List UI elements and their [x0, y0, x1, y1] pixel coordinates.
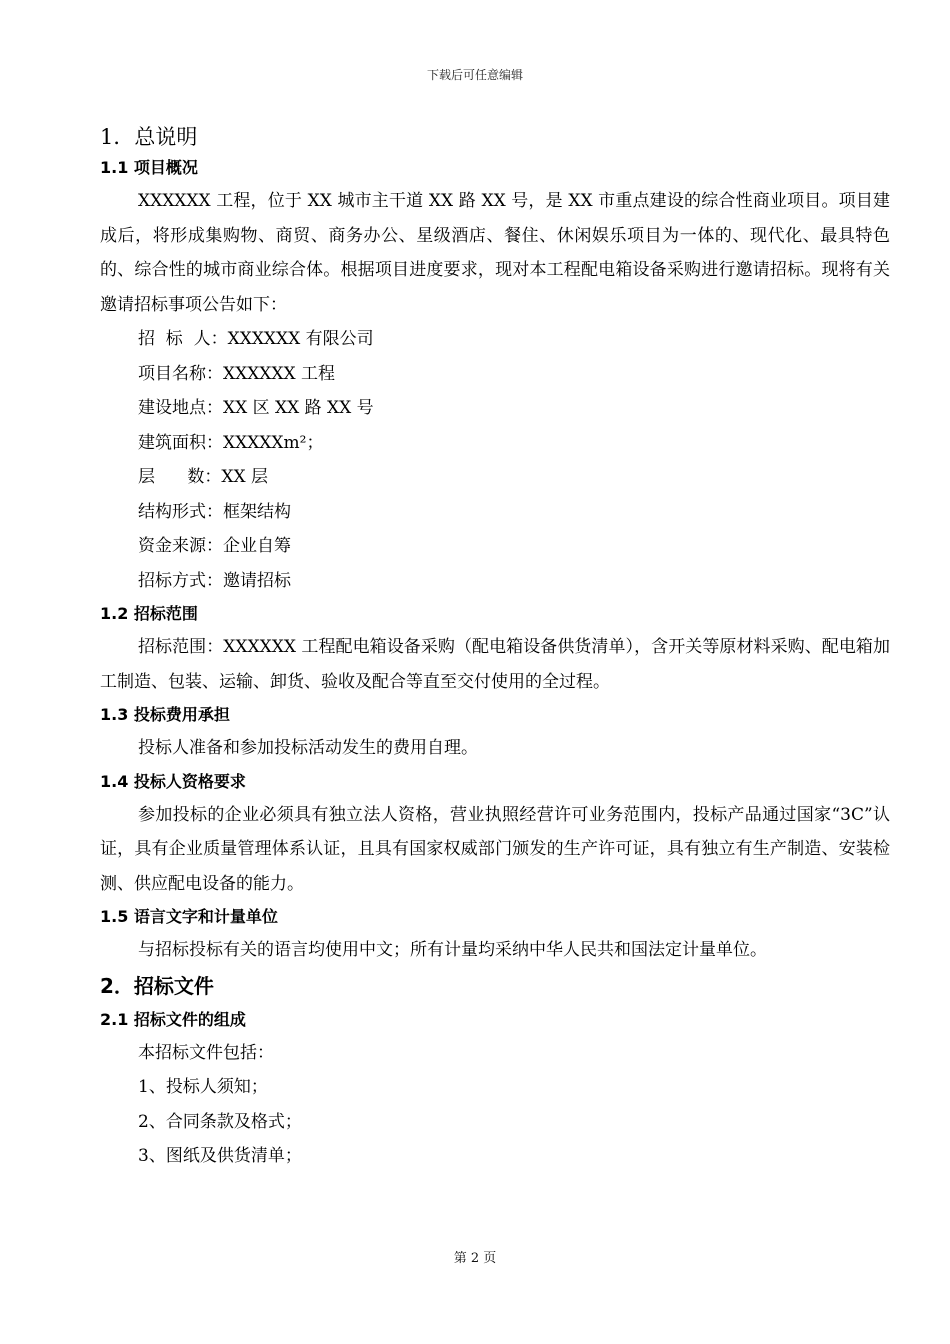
section-2-1-title: 2.1 招标文件的组成	[100, 1009, 246, 1029]
section-1-5-paragraph: 与招标投标有关的语言均使用中文；所有计量均采纳中华人民共和国法定计量单位。	[138, 940, 767, 960]
section-1-2-title: 1.2 招标范围	[100, 604, 198, 623]
info-project-name: 项目名称：XXXXXX 工程	[138, 363, 336, 384]
info-floors: 层 数：XX 层	[138, 467, 269, 487]
section-1-1-title: 1.1 项目概况	[100, 158, 198, 177]
section-2-1-intro: 本招标文件包括：	[138, 1042, 274, 1063]
info-tender-method: 招标方式：邀请招标	[138, 570, 291, 591]
section-1-title: 1．总说明	[100, 125, 198, 149]
info-floor-area: 建筑面积：XXXXXm²；	[138, 432, 324, 453]
info-location: 建设地点：XX 区 XX 路 XX 号	[138, 398, 374, 418]
section-1-1-paragraph: XXXXXX 工程，位于 XX 城市主干道 XX 路 XX 号，是 XX 市重点建设的综合性商业项目。项目建成后，将形成集购物、商贸、商务办公、星级酒店、餐住、休闲娱乐项目为一体的、现代化、最具特色的、综合性的城市商业综合体。根据项目进度要求，现对本工程配电箱设备采购进行邀请招标。现将有关邀请招标事项公告如下：	[100, 191, 890, 315]
info-funding: 资金来源：企业自筹	[138, 536, 291, 556]
list-item: 1、投标人须知；	[138, 1077, 268, 1097]
list-item: 2、合同条款及格式；	[138, 1111, 302, 1132]
section-1-5-title: 1.5 语言文字和计量单位	[100, 907, 278, 926]
section-2-title: 2．招标文件	[100, 973, 214, 998]
info-tenderer: 招 标 人：XXXXXX 有限公司	[138, 329, 374, 349]
section-1-2-paragraph: 招标范围：XXXXXX 工程配电箱设备采购（配电箱设备供货清单），含开关等原材料采购、配电箱加工制造、包装、运输、卸货、验收及配合等直至交付使用的全过程。	[100, 637, 890, 692]
page-header: 下载后可任意编辑	[426, 68, 523, 82]
section-1-3-title: 1.3 投标费用承担	[100, 705, 230, 724]
section-1-4-paragraph: 参加投标的企业必须具有独立法人资格，营业执照经营许可业务范围内，投标产品通过国家“3C”认证，具有企业质量管理体系认证，且具有国家权威部门颁发的生产许可证，具有独立有生产制造、安装检测、供应配电设备的能力。	[100, 804, 890, 894]
info-structure: 结构形式：框架结构	[138, 501, 291, 522]
page-footer: 第 2 页	[453, 1251, 497, 1266]
section-1-3-paragraph: 投标人准备和参加投标活动发生的费用自理。	[138, 738, 478, 758]
list-item: 3、图纸及供货清单；	[138, 1146, 302, 1166]
section-1-4-title: 1.4 投标人资格要求	[100, 771, 246, 791]
document-body	[100, 122, 890, 1174]
